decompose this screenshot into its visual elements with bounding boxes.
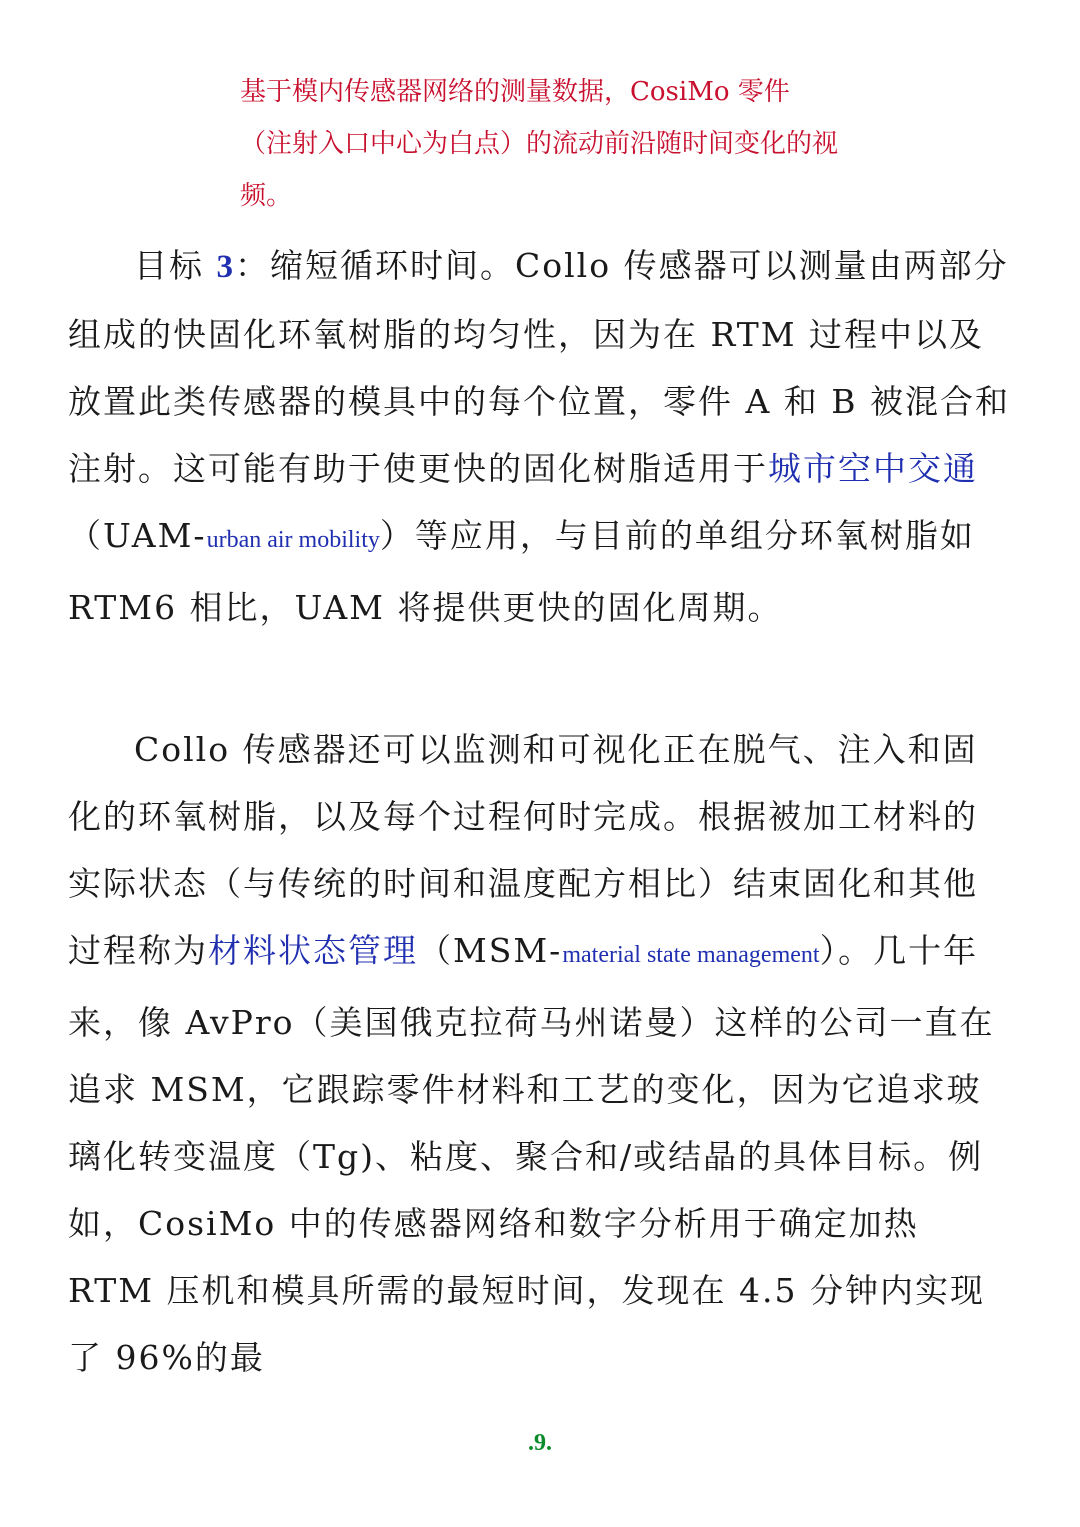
term-material-state-management: 材料状态管理 <box>208 931 418 970</box>
paragraph-msm <box>68 716 1012 1391</box>
paragraph-text: ）等应用，与目前的单组分环氧树脂如 RTM6 相比，UAM 将提供更快的固化周期。 <box>68 516 975 627</box>
goal-colon: ： <box>235 246 270 285</box>
paragraph-goal-3 <box>68 232 1012 641</box>
paragraph-text: （UAM- <box>68 516 207 555</box>
paragraph-text: 缩短循环时间。Collo 传感器可以测量由两部分组成的快固化环氧树脂的均匀性，因为在 RTM 过程中以及放置此类传感器的模具中的每个位置，零件 A 和 B 被混合和注射。这可能有助于使更快的固化树脂适用于 <box>68 246 1011 488</box>
figure-caption: 基于模内传感器网络的测量数据，CosiMo 零件（注射入口中心为白点）的流动前沿随时间变化的视频。 <box>240 77 839 211</box>
term-english-uam: urban air mobility <box>206 527 380 553</box>
page-number: .9. <box>528 1430 552 1456</box>
term-urban-air-mobility: 城市空中交通 <box>768 449 978 488</box>
term-english-msm: material state management <box>562 942 820 968</box>
goal-prefix: 目标 <box>134 246 217 285</box>
paragraph-text: （MSM- <box>418 931 563 970</box>
goal-number: 3 <box>216 249 235 285</box>
paragraph-text: ）。几十年来，像 AvPro（美国俄克拉荷马州诺曼）这样的公司一直在追求 MSM，它跟踪零件材料和工艺的变化，因为它追求玻璃化转变温度（Tg)、粘度、聚合和/或结晶的具体目标。例如，CosiMo 中的传感器网络和数字分析用于确定加热 RTM 压机和模具所需的最短时间，发现在 4.5 分钟内实现了 96%的最 <box>68 931 995 1377</box>
paragraph-text: Collo 传感器还可以监测和可视化正在脱气、注入和固化的环氧树脂，以及每个过程何时完成。根据被加工材料的实际状态（与传统的时间和温度配方相比）结束固化和其他过程称为 <box>68 730 978 970</box>
